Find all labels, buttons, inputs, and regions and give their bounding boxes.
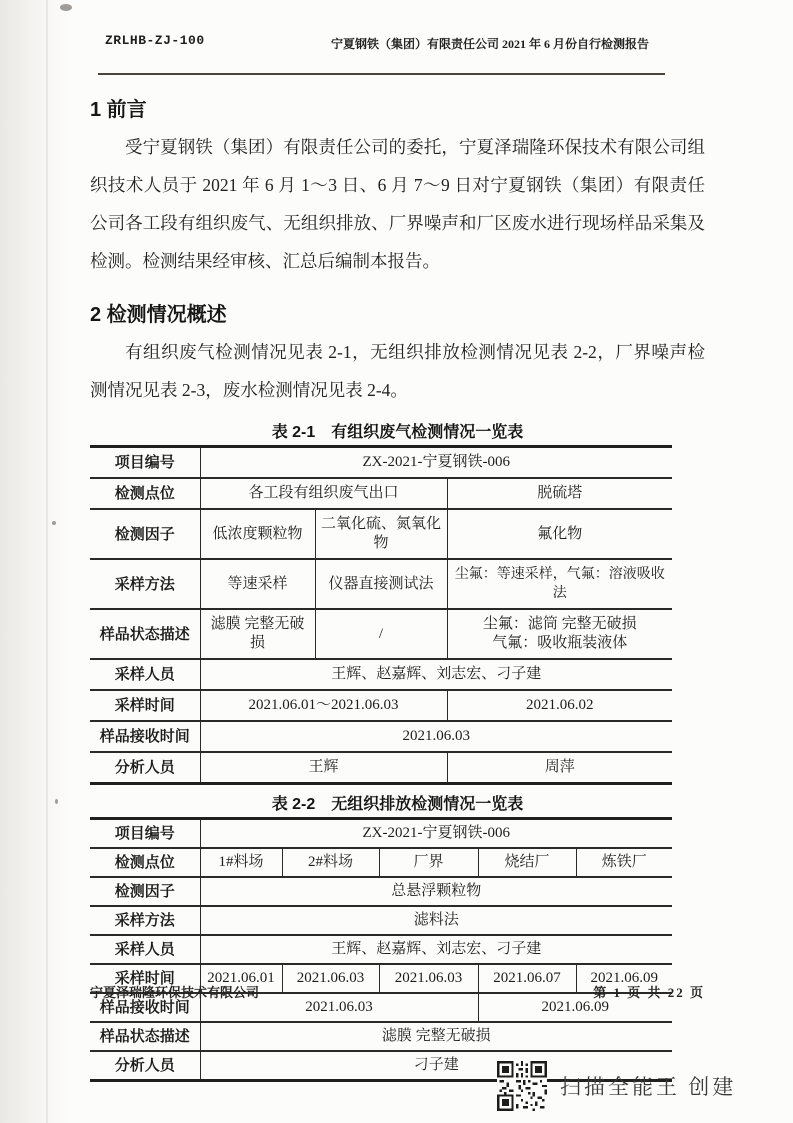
cell-state-line: 气氟：吸收瓶装液体 xyxy=(492,635,628,651)
row-label: 样品接收时间 xyxy=(90,993,200,1022)
row-label: 检测点位 xyxy=(90,848,200,877)
qr-code-icon xyxy=(497,1060,547,1112)
cell-project-id: ZX-2021-宁夏钢铁-006 xyxy=(200,819,672,849)
cell-sample-date: 2021.06.01 xyxy=(200,964,282,993)
row-label: 项目编号 xyxy=(90,819,200,849)
watermark-text: 扫描全能王 创建 xyxy=(560,1075,737,1099)
cell-point: 脱硫塔 xyxy=(447,478,672,509)
row-label: 分析人员 xyxy=(90,1051,200,1081)
cell-samplers: 王辉、赵嘉辉、刘志宏、刁子建 xyxy=(200,935,672,964)
cell-sample-date: 2021.06.02 xyxy=(447,690,672,721)
table-2-1 xyxy=(90,445,672,785)
row-label: 采样时间 xyxy=(90,964,200,993)
cell-sample-date: 2021.06.09 xyxy=(576,964,672,993)
cell-analyst: 刁子建 xyxy=(200,1051,672,1081)
cell-factor: 二氧化硫、氮氧化物 xyxy=(315,509,447,559)
row-label: 采样方法 xyxy=(90,559,200,609)
cell-point: 厂界 xyxy=(379,848,478,877)
row-label: 采样方法 xyxy=(90,906,200,935)
row-label: 检测因子 xyxy=(90,509,200,559)
cell-state: 滤膜 完整无破损 xyxy=(200,609,315,659)
cell-method: 等速采样 xyxy=(200,559,315,609)
cell-point: 各工段有组织废气出口 xyxy=(200,478,447,509)
row-label: 采样人员 xyxy=(90,935,200,964)
table-row xyxy=(90,478,672,509)
cell-point: 烧结厂 xyxy=(478,848,576,877)
table-2-2 xyxy=(90,817,672,1082)
table-row xyxy=(90,609,672,659)
cell-point: 炼铁厂 xyxy=(576,848,672,877)
section-1-paragraph: 受宁夏钢铁（集团）有限责任公司的委托，宁夏泽瑞隆环保技术有限公司组织技术人员于 2021 年 6 月 1～3 日、6 月 7～9 日对宁夏钢铁（集团）有限责任公司各工段有组织废气、无组织排放、厂界噪声和厂区废水进行现场样品采集及检测。检测结果经审核、汇总后编制本报告。 xyxy=(90,137,705,271)
scan-artifact xyxy=(60,4,72,11)
cell-method: 滤料法 xyxy=(200,906,672,935)
section-1-heading: 1 前言 xyxy=(90,99,147,121)
cell-point: 2#料场 xyxy=(282,848,379,877)
scan-artifact xyxy=(55,799,58,804)
cell-sample-date: 2021.06.01～2021.06.03 xyxy=(200,690,447,721)
scan-artifact xyxy=(52,521,56,525)
report-header-title: 宁夏钢铁（集团）有限责任公司 2021 年 6 月份自行检测报告 xyxy=(330,37,649,51)
cell-point: 1#料场 xyxy=(200,848,282,877)
section-2-paragraph: 有组织废气检测情况见表 2-1，无组织排放检测情况见表 2-2，厂界噪声检测情况见表 2-3，废水检测情况见表 2-4。 xyxy=(90,342,705,400)
page-content xyxy=(90,93,705,1082)
cell-analyst: 周萍 xyxy=(447,752,672,784)
cell-factor: 氟化物 xyxy=(447,509,672,559)
page-header xyxy=(0,0,793,63)
footer-company-name: 宁夏泽瑞隆环保技术有限公司 xyxy=(90,985,260,1000)
cell-receive-date: 2021.06.03 xyxy=(200,721,672,752)
table-2-2-caption: 表 2-2 无组织排放检测情况一览表 xyxy=(271,796,524,813)
row-label: 项目编号 xyxy=(90,447,200,479)
table-row xyxy=(90,447,672,479)
page-footer xyxy=(90,982,705,1001)
row-label: 样品接收时间 xyxy=(90,721,200,752)
section-2-heading: 2 检测情况概述 xyxy=(90,304,227,326)
cell-state xyxy=(447,609,672,659)
cell-state: / xyxy=(315,609,447,659)
table-row xyxy=(90,659,672,690)
row-label: 采样时间 xyxy=(90,690,200,721)
table-row xyxy=(90,559,672,609)
row-label: 分析人员 xyxy=(90,752,200,784)
cell-receive-date: 2021.06.09 xyxy=(478,993,672,1022)
row-label: 检测因子 xyxy=(90,877,200,906)
table-row xyxy=(90,752,672,784)
cell-project-id: ZX-2021-宁夏钢铁-006 xyxy=(200,447,672,479)
header-rule xyxy=(98,73,665,75)
table-row xyxy=(90,935,672,964)
table-2-1-caption: 表 2-1 有组织废气检测情况一览表 xyxy=(271,424,524,441)
row-label: 检测点位 xyxy=(90,478,200,509)
scanner-watermark xyxy=(497,1060,736,1112)
cell-factor: 低浓度颗粒物 xyxy=(200,509,315,559)
table-row xyxy=(90,906,672,935)
cell-method: 仪器直接测试法 xyxy=(315,559,447,609)
cell-samplers: 王辉、赵嘉辉、刘志宏、刁子建 xyxy=(200,659,672,690)
cell-receive-date: 2021.06.03 xyxy=(200,993,478,1022)
table-row xyxy=(90,819,672,849)
footer-page-number: 第 1 页 共 22 页 xyxy=(593,985,705,1000)
table-row xyxy=(90,877,672,906)
row-label: 采样人员 xyxy=(90,659,200,690)
cell-state-line: 尘氟：滤筒 完整无破损 xyxy=(482,616,637,632)
cell-analyst: 王辉 xyxy=(200,752,447,784)
table-row xyxy=(90,509,672,559)
cell-sample-date: 2021.06.03 xyxy=(379,964,478,993)
row-label: 样品状态描述 xyxy=(90,609,200,659)
cell-sample-date: 2021.06.03 xyxy=(282,964,379,993)
cell-factor: 总悬浮颗粒物 xyxy=(200,877,672,906)
cell-method: 尘氟：等速采样，气氟：溶液吸收法 xyxy=(447,559,672,609)
row-label: 样品状态描述 xyxy=(90,1022,200,1051)
table-row xyxy=(90,721,672,752)
cell-state: 滤膜 完整无破损 xyxy=(200,1022,672,1051)
table-row xyxy=(90,848,672,877)
table-row xyxy=(90,1022,672,1051)
doc-code: ZRLHB-ZJ-100 xyxy=(105,33,205,48)
cell-sample-date: 2021.06.07 xyxy=(478,964,576,993)
table-row xyxy=(90,690,672,721)
